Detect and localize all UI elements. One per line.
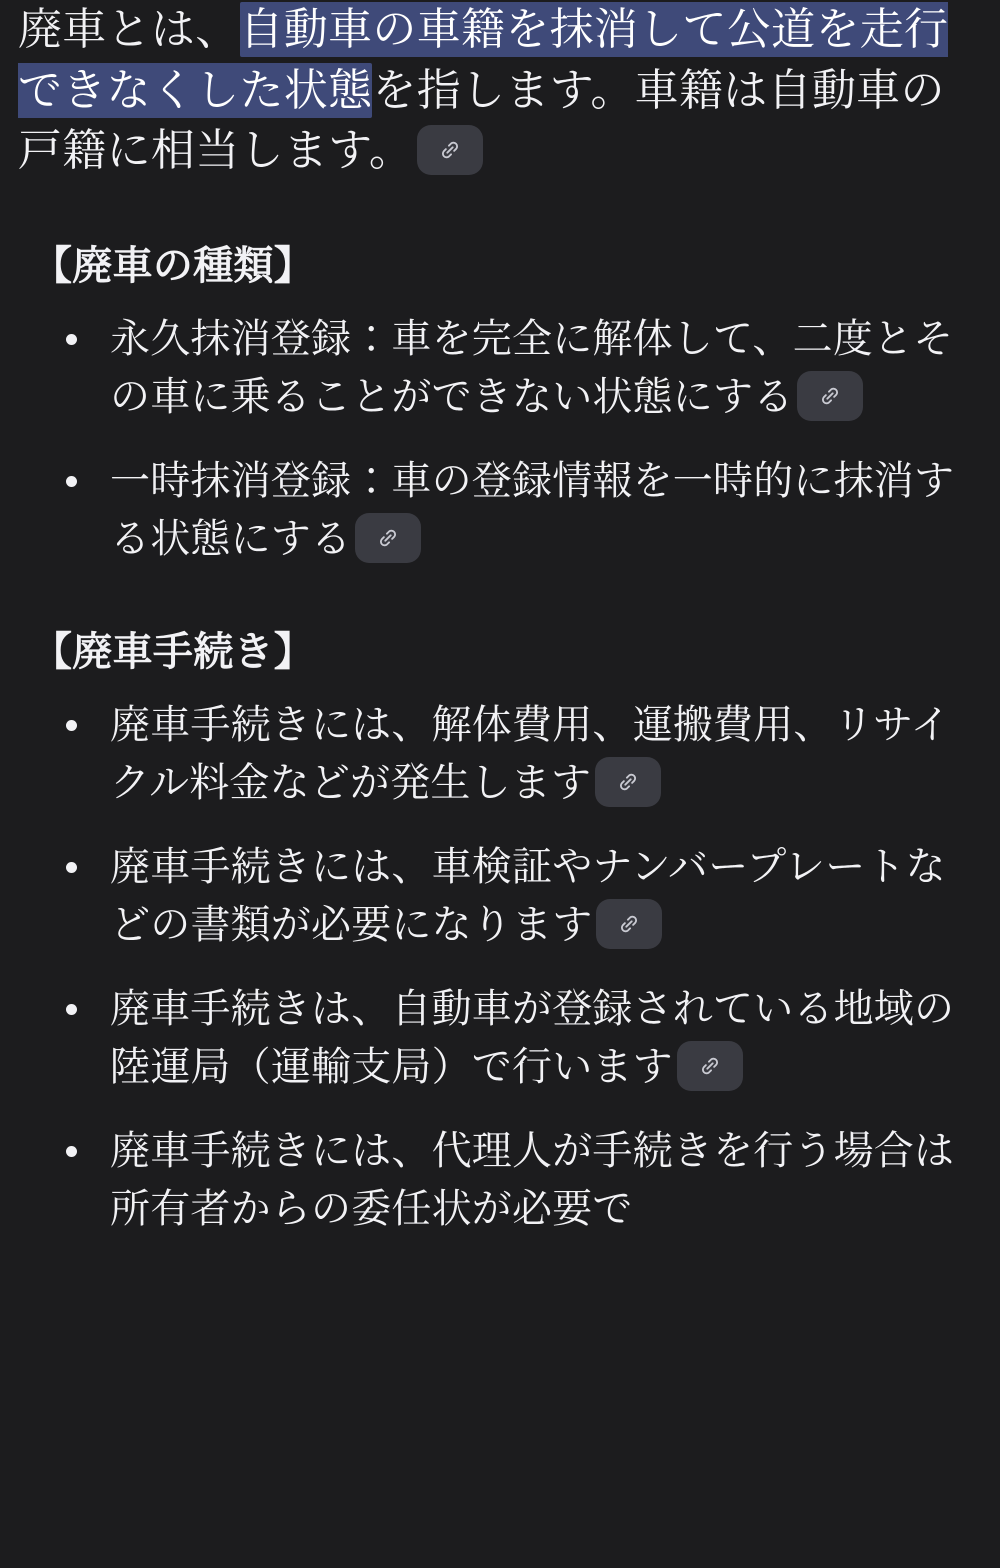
- link-icon[interactable]: [595, 757, 661, 807]
- section-title-procedures: 【廃車手続き】: [32, 629, 315, 676]
- intro-paragraph: [18, 0, 982, 182]
- list-item: [18, 310, 982, 426]
- link-icon[interactable]: [417, 125, 483, 175]
- intro-tail-text: を指します。車籍は自動車の戸籍に相当します。: [18, 64, 945, 177]
- list-item: [18, 980, 982, 1096]
- intro-lead-text: 廃車とは、: [18, 4, 240, 55]
- list-item-text: 廃車手続きには、解体費用、運搬費用、リサイクル料金などが発生します: [110, 702, 951, 807]
- list-item-text: 一時抹消登録：車の登録情報を一時的に抹消する状態にする: [110, 458, 955, 563]
- intro-highlighted-text[interactable]: 自動車の車籍を抹消して公道を走行できなくした状態: [18, 4, 949, 116]
- section-title-types: 【廃車の種類】: [32, 243, 315, 290]
- link-icon[interactable]: [355, 513, 421, 563]
- link-icon[interactable]: [596, 899, 662, 949]
- list-item: [18, 452, 982, 568]
- list-vehicle-scrapping-types: [18, 310, 982, 568]
- list-scrapping-procedures: [18, 696, 982, 1238]
- link-icon[interactable]: [677, 1041, 743, 1091]
- list-item-text: 廃車手続きには、代理人が手続きを行う場合は所有者からの委任状が必要で: [110, 1128, 955, 1233]
- list-item: [18, 696, 982, 812]
- list-item-text: 廃車手続きは、自動車が登録されている地域の陸運局（運輸支局）で行います: [110, 986, 955, 1091]
- link-icon[interactable]: [797, 371, 863, 421]
- list-item: [18, 1122, 982, 1238]
- list-item-text: 永久抹消登録：車を完全に解体して、二度とその車に乗ることができない状態にする: [110, 316, 954, 421]
- list-item-text: 廃車手続きには、車検証やナンバープレートなどの書類が必要になります: [110, 844, 946, 949]
- list-item: [18, 838, 982, 954]
